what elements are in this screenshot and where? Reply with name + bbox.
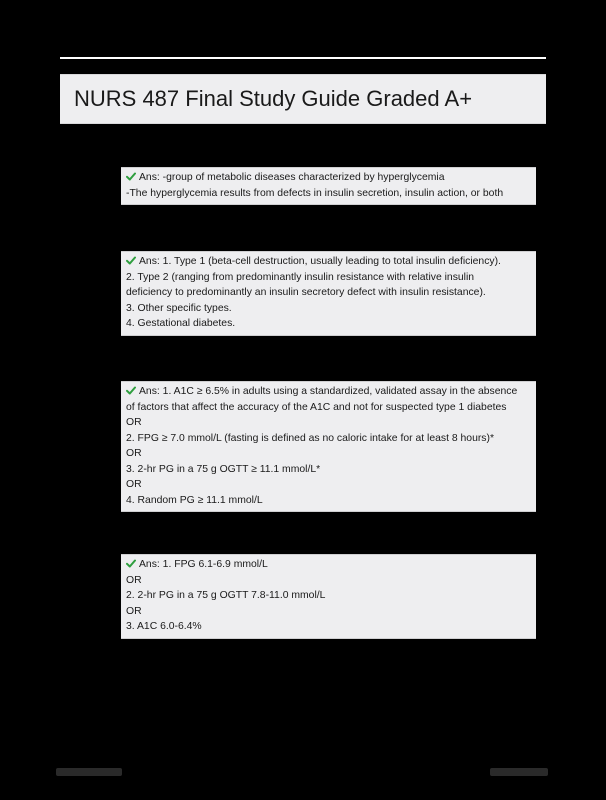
answer-line	[126, 316, 531, 332]
answer-line	[126, 477, 531, 493]
check-icon	[126, 386, 136, 395]
answer-box	[121, 554, 536, 639]
answer-line	[126, 254, 531, 270]
answer-text: 4. Random PG ≥ 11.1 mmol/L	[126, 494, 263, 506]
answer-text: Ans: 1. A1C ≥ 6.5% in adults using a standardized, validated assay in the absence	[139, 386, 518, 397]
answer-text: 2. 2-hr PG in a 75 g OGTT 7.8-11.0 mmol/L	[126, 590, 326, 601]
footer-left-mark	[56, 768, 122, 776]
answer-line	[126, 186, 531, 202]
answer-box	[121, 167, 536, 205]
answer-line	[126, 384, 531, 400]
answer-line	[126, 446, 531, 462]
answer-line	[126, 285, 531, 301]
answer-line	[126, 573, 531, 589]
answer-line	[126, 301, 531, 317]
answer-box	[121, 381, 536, 512]
answer-box	[121, 251, 536, 336]
answer-text: Ans: -group of metabolic diseases characterized by hyperglycemia	[139, 172, 445, 183]
check-icon	[126, 559, 136, 568]
page-title: NURS 487 Final Study Guide Graded A+	[74, 86, 473, 111]
answer-text: OR	[126, 605, 142, 617]
answer-text: OR	[126, 448, 142, 459]
check-icon	[126, 256, 136, 265]
answer-text: Ans: 1. FPG 6.1-6.9 mmol/L	[139, 559, 268, 570]
header-rule	[60, 57, 546, 59]
answer-text: -The hyperglycemia results from defects in insulin secretion, insulin action, or both	[126, 187, 504, 199]
answer-text: 3. A1C 6.0-6.4%	[126, 621, 202, 632]
answer-line	[126, 462, 531, 478]
answer-text: 4. Gestational diabetes.	[126, 318, 236, 329]
answer-line	[126, 493, 531, 509]
answer-text: 3. 2-hr PG in a 75 g OGTT ≥ 11.1 mmol/L*	[126, 463, 321, 475]
answer-text: 3. Other specific types.	[126, 302, 232, 314]
answer-text: OR	[126, 479, 142, 490]
answer-line	[126, 170, 531, 186]
answer-line	[126, 619, 531, 635]
answer-text: of factors that affect the accuracy of the A1C and not for suspected type 1 diabetes	[126, 401, 507, 413]
answer-text: deficiency to predominantly an insulin secretory defect with insulin resistance).	[126, 287, 486, 298]
answer-line	[126, 415, 531, 431]
answer-line	[126, 557, 531, 573]
answer-line	[126, 400, 531, 416]
answer-line	[126, 431, 531, 447]
answer-text: OR	[126, 574, 142, 586]
answer-text: 2. Type 2 (ranging from predominantly insulin resistance with relative insulin	[126, 271, 475, 283]
check-icon	[126, 172, 136, 181]
answer-text: 2. FPG ≥ 7.0 mmol/L (fasting is defined as no caloric intake for at least 8 hours)*	[126, 432, 495, 444]
answer-line	[126, 588, 531, 604]
answer-line	[126, 604, 531, 620]
title-banner	[60, 74, 546, 124]
footer-right-mark	[490, 768, 548, 776]
answer-line	[126, 270, 531, 286]
answer-text: OR	[126, 417, 142, 428]
answer-text: Ans: 1. Type 1 (beta-cell destruction, usually leading to total insulin deficiency).	[139, 256, 501, 267]
